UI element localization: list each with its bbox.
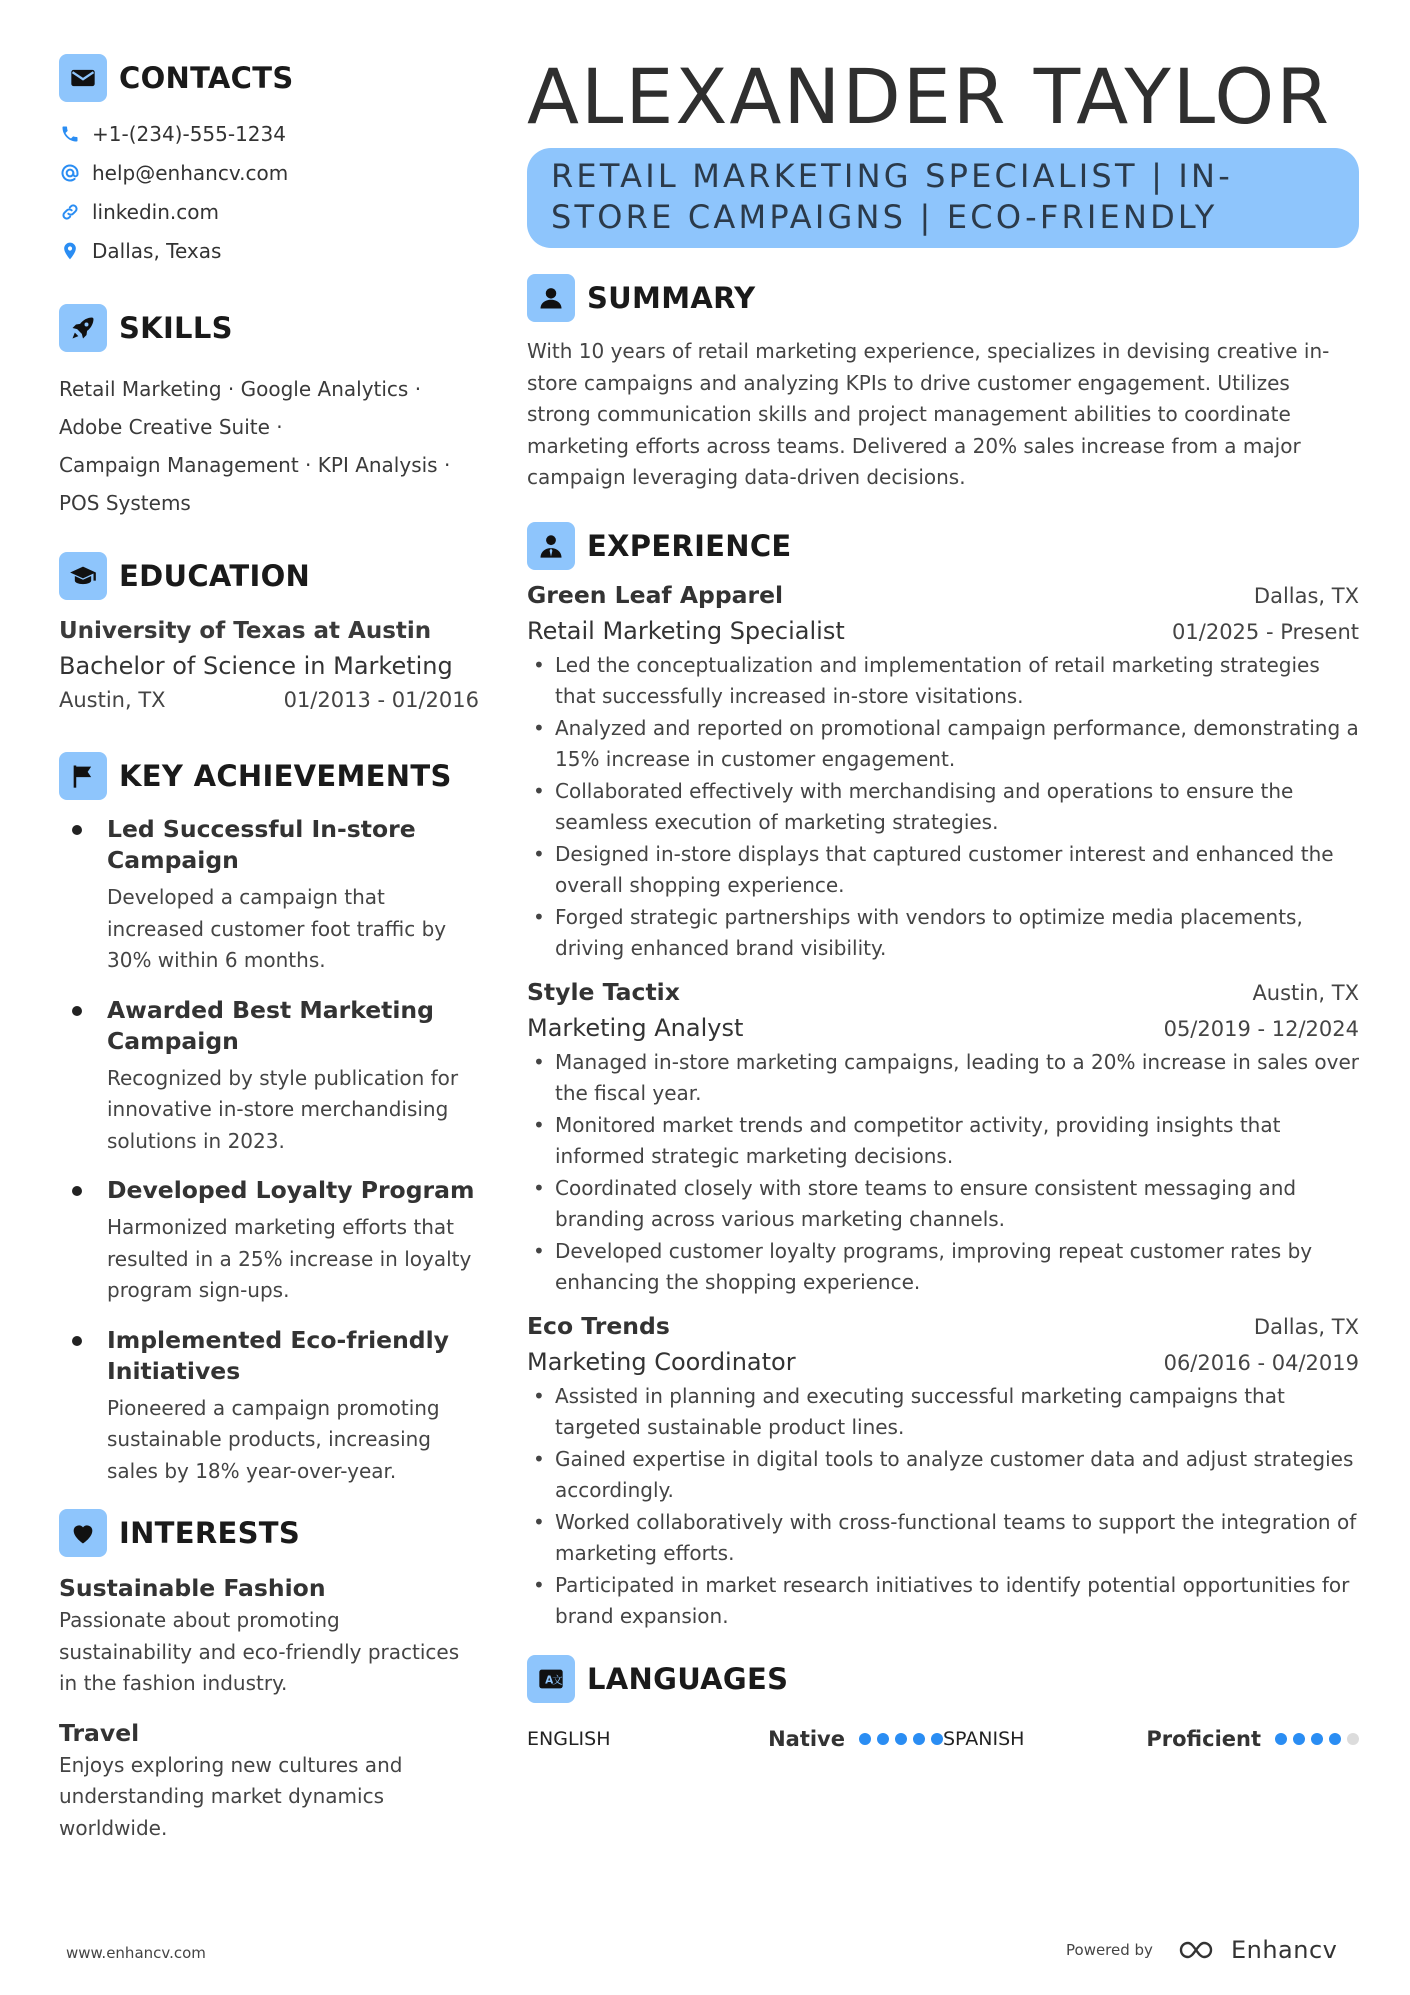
job-location: Dallas, TX — [1253, 583, 1359, 608]
interests-title: INTERESTS — [119, 1516, 301, 1550]
language-item — [943, 1727, 1359, 1751]
job-role: Marketing Analyst — [527, 1013, 744, 1042]
job-bullets — [527, 1381, 1359, 1633]
graduation-cap-icon — [59, 552, 107, 600]
enhancv-logo-text: Enhancv — [1230, 1936, 1338, 1964]
education-heading — [59, 552, 479, 600]
bullet-dot — [72, 1006, 82, 1016]
education-location: Austin, TX — [59, 688, 166, 712]
interests-list — [59, 1571, 479, 1844]
job-entry — [527, 975, 1359, 1299]
phone-icon — [59, 123, 81, 145]
languages-title: LANGUAGES — [587, 1661, 789, 1696]
language-rating — [1275, 1733, 1359, 1745]
education-title: EDUCATION — [119, 559, 311, 593]
summary-heading — [527, 274, 1359, 322]
rating-dot-filled — [877, 1733, 889, 1745]
contact-email[interactable] — [59, 153, 479, 192]
job-location: Dallas, TX — [1253, 1314, 1359, 1339]
education-dates: 01/2013 - 01/2016 — [283, 688, 479, 712]
achievement-item — [59, 995, 479, 1158]
job-role: Marketing Coordinator — [527, 1347, 796, 1376]
interest-desc: Passionate about promoting sustainability and eco-friendly practices in the fashion industry. — [59, 1608, 460, 1695]
interest-item — [59, 1571, 479, 1700]
job-bullet: • Managed in-store marketing campaigns, leading to a 20% increase in sales over the fiscal year. — [527, 1047, 1359, 1110]
skill-item: KPI Analysis — [317, 453, 438, 477]
at-icon — [59, 162, 81, 184]
education-degree: Bachelor of Science in Marketing — [59, 652, 453, 680]
skill-item: Adobe Creative Suite — [59, 415, 270, 439]
bullet-dot — [72, 1186, 82, 1196]
rating-dot-filled — [931, 1733, 943, 1745]
achievement-title: Awarded Best Marketing Campaign — [107, 995, 434, 1055]
skills-title: SKILLS — [119, 311, 233, 345]
job-bullet: • Monitored market trends and competitor activity, providing insights that informed strategic marketing decisions. — [527, 1110, 1359, 1173]
rocket-icon — [59, 304, 107, 352]
achievements-title: KEY ACHIEVEMENTS — [119, 759, 452, 793]
job-bullet: • Designed in-store displays that captured customer interest and enhanced the overall shopping experience. — [527, 839, 1359, 902]
job-company: Style Tactix — [527, 977, 680, 1006]
rating-dot-filled — [1275, 1733, 1287, 1745]
job-dates: 05/2019 - 12/2024 — [1163, 1016, 1359, 1041]
language-item — [527, 1727, 943, 1751]
job-location: Austin, TX — [1252, 980, 1359, 1005]
heart-icon — [59, 1509, 107, 1557]
language-rating — [859, 1733, 943, 1745]
experience-title: EXPERIENCE — [587, 528, 792, 563]
user-icon — [527, 274, 575, 322]
contact-linkedin[interactable] — [59, 192, 479, 231]
businessman-icon — [527, 522, 575, 570]
rating-dot-filled — [1311, 1733, 1323, 1745]
contacts-list — [59, 114, 479, 270]
job-bullet: • Coordinated closely with store teams to ensure consistent messaging and branding across various marketing channels. — [527, 1173, 1359, 1236]
link-icon — [59, 201, 81, 223]
interest-title: Sustainable Fashion — [59, 1574, 326, 1602]
contacts-heading — [59, 54, 479, 102]
flag-icon — [59, 752, 107, 800]
skills-list: Retail Marketing · Google Analytics · Adobe Creative Suite · Campaign Management · KPI Analysis · POS Systems — [59, 377, 451, 515]
job-role: Retail Marketing Specialist — [527, 616, 845, 645]
job-bullet: • Analyzed and reported on promotional campaign performance, demonstrating a 15% increase in customer engagement. — [527, 713, 1359, 776]
job-dates: 01/2025 - Present — [1172, 619, 1359, 644]
achievement-desc: Pioneered a campaign promoting sustainable products, increasing sales by 18% year-over-year. — [107, 1395, 440, 1483]
achievement-title: Implemented Eco-friendly Initiatives — [107, 1325, 449, 1385]
contact-email-text: help@enhancv.com — [92, 160, 289, 185]
interest-item — [59, 1716, 479, 1845]
powered-by-text: Powered by — [1066, 1941, 1153, 1959]
education-meta — [59, 684, 479, 716]
language-name: ENGLISH — [527, 1727, 611, 1750]
job-bullets — [527, 650, 1359, 965]
enhancv-logo[interactable] — [1177, 1936, 1337, 1964]
main-column — [527, 54, 1359, 1757]
rating-dot-filled — [913, 1733, 925, 1745]
education-entry — [59, 614, 479, 716]
interests-heading — [59, 1509, 479, 1557]
interest-title: Travel — [59, 1718, 140, 1747]
rating-dot-filled — [1329, 1733, 1341, 1745]
rating-dot-empty — [1347, 1733, 1359, 1745]
contact-phone-text: +1-(234)-555-1234 — [92, 121, 286, 146]
contact-phone[interactable] — [59, 114, 479, 153]
job-entry — [527, 578, 1359, 965]
job-bullet: • Forged strategic partnerships with vendors to optimize media placements, driving enhanced brand visibility. — [527, 902, 1359, 965]
languages-list — [527, 1721, 1359, 1757]
job-dates: 06/2016 - 04/2019 — [1163, 1350, 1359, 1375]
achievement-item — [59, 1325, 479, 1488]
language-level: Proficient — [1146, 1726, 1261, 1751]
achievement-title: Developed Loyalty Program — [107, 1176, 475, 1204]
achievements-heading — [59, 752, 479, 800]
job-bullet: • Collaborated effectively with merchandising and operations to ensure the seamless execution of marketing strategies. — [527, 776, 1359, 839]
skill-item: Google Analytics — [240, 377, 409, 401]
job-bullet: • Participated in market research initiatives to identify potential opportunities for brand expansion. — [527, 1570, 1359, 1633]
skill-item: POS Systems — [59, 491, 191, 515]
contact-linkedin-text: linkedin.com — [92, 199, 219, 224]
map-pin-icon — [59, 240, 81, 262]
job-bullet: • Led the conceptualization and implementation of retail marketing strategies that successfully increased in-store visitations. — [527, 650, 1359, 713]
summary-text: With 10 years of retail marketing experience, specializes in devising creative in-store campaigns and analyzing KPIs to drive customer engagement. Utilizes strong communication skills and project management abilities to coordinate marketing efforts across teams. Delivered a 20% sales increase from a major campaign leveraging data-driven decisions. — [527, 339, 1330, 489]
interest-desc: Enjoys exploring new cultures and understanding market dynamics worldwide. — [59, 1752, 403, 1840]
footer-branding — [1066, 1936, 1337, 1964]
envelope-icon — [59, 54, 107, 102]
translate-icon — [527, 1655, 575, 1703]
experience-heading — [527, 522, 1359, 570]
summary-title: SUMMARY — [587, 281, 756, 315]
svg-text:文: 文 — [552, 1674, 563, 1687]
skill-item: Campaign Management — [59, 453, 299, 477]
achievement-item — [59, 814, 479, 977]
contact-location-text: Dallas, Texas — [92, 238, 222, 263]
rating-dot-filled — [859, 1733, 871, 1745]
achievement-desc: Developed a campaign that increased customer foot traffic by 30% within 6 months. — [107, 885, 447, 972]
languages-heading — [527, 1655, 1359, 1703]
achievement-item — [59, 1175, 479, 1307]
job-bullet: • Worked collaboratively with cross-functional teams to support the integration of marketing efforts. — [527, 1507, 1359, 1570]
skill-item: Retail Marketing — [59, 377, 222, 401]
skills-heading — [59, 304, 479, 352]
language-level: Native — [768, 1726, 845, 1751]
achievements-list — [59, 814, 479, 1487]
education-school: University of Texas at Austin — [59, 618, 432, 644]
enhancv-logo-icon — [1177, 1938, 1223, 1962]
contacts-title: CONTACTS — [119, 61, 294, 95]
bullet-dot — [72, 825, 82, 835]
candidate-title: RETAIL MARKETING SPECIALIST | IN-STORE CAMPAIGNS | ECO-FRIENDLY — [527, 148, 1359, 248]
achievement-desc: Harmonized marketing efforts that resulted in a 25% increase in loyalty program sign-ups. — [107, 1215, 472, 1302]
language-name: SPANISH — [943, 1727, 1025, 1750]
achievement-desc: Recognized by style publication for innovative in-store merchandising solutions in 2023. — [107, 1065, 459, 1153]
job-bullets — [527, 1047, 1359, 1299]
sidebar — [59, 54, 479, 1860]
job-bullet: • Assisted in planning and executing successful marketing campaigns that targeted sustainable product lines. — [527, 1381, 1359, 1444]
job-company: Green Leaf Apparel — [527, 580, 784, 609]
svg-text:A: A — [545, 1674, 554, 1687]
contact-location — [59, 231, 479, 270]
job-bullet: • Gained expertise in digital tools to analyze customer data and adjust strategies accordingly. — [527, 1444, 1359, 1507]
experience-list — [527, 578, 1359, 1633]
job-entry — [527, 1309, 1359, 1633]
rating-dot-filled — [895, 1733, 907, 1745]
footer-website[interactable]: www.enhancv.com — [66, 1944, 206, 1962]
job-bullet: • Developed customer loyalty programs, improving repeat customer rates by enhancing the shopping experience. — [527, 1236, 1359, 1299]
rating-dot-filled — [1293, 1733, 1305, 1745]
bullet-dot — [72, 1336, 82, 1346]
candidate-name: ALEXANDER TAYLOR — [527, 52, 1332, 141]
achievement-title: Led Successful In-store Campaign — [107, 815, 416, 874]
job-company: Eco Trends — [527, 1311, 670, 1340]
